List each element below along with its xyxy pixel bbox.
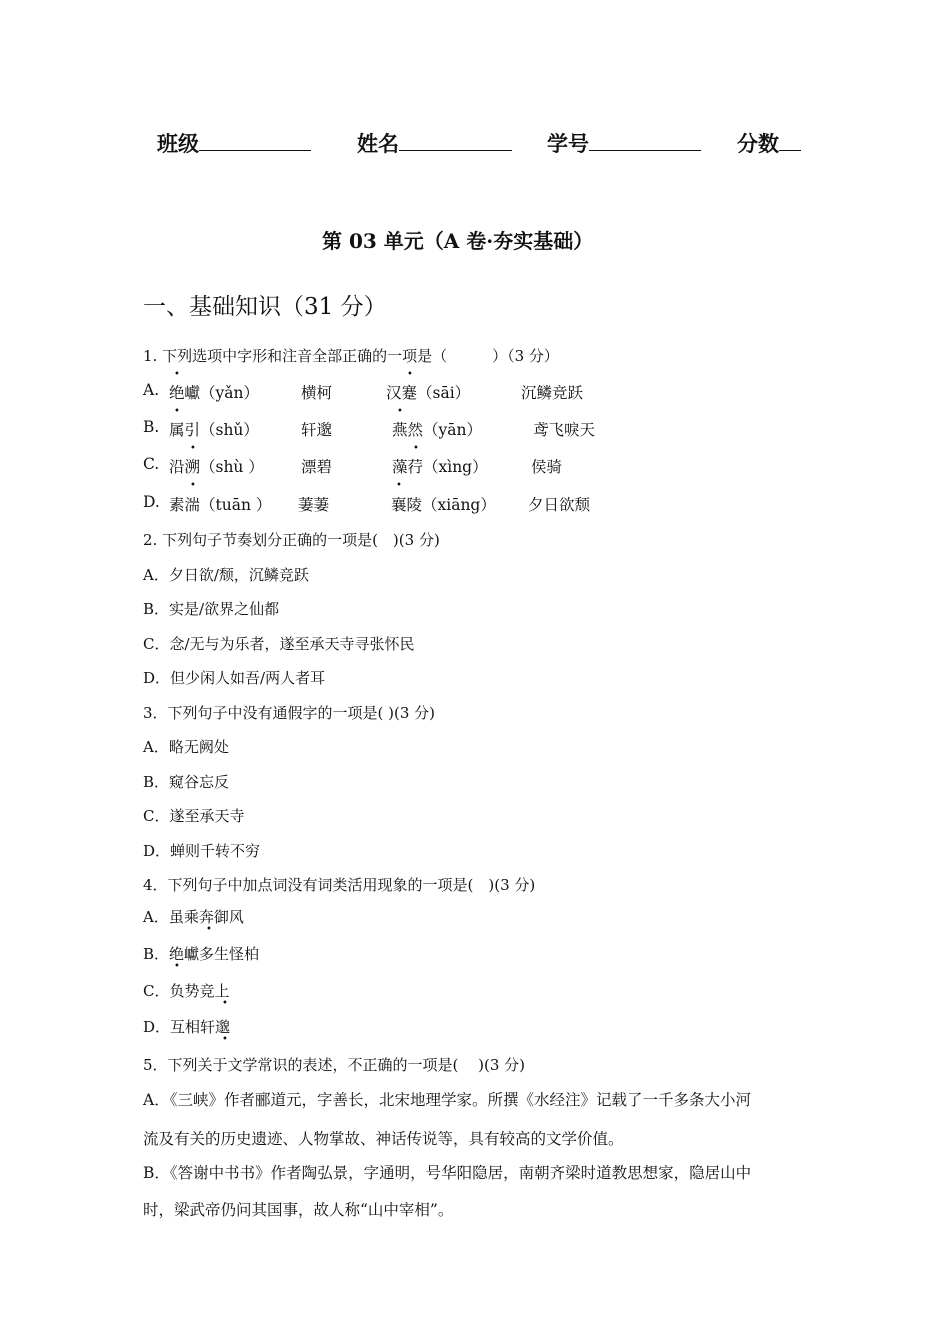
q5-option-b-line1: B．《答谢中书书》作者陶弘景，字通明，号华阳隐居，南朝齐梁时道教思想家，隐居山中	[143, 1164, 752, 1182]
question-4-stem: 4．下列句子中加点词没有词类活用现象的一项是( )(3 分)	[143, 876, 536, 894]
question-5-stem: 5．下列关于文学常识的表述，不正确的一项是( )(3 分)	[143, 1056, 526, 1074]
emphasis-dot: •	[174, 961, 180, 972]
q3-option-a: A．略无阙处	[143, 738, 229, 756]
score-label: 分数	[737, 132, 779, 156]
q3-option-d: D．蝉则千转不穷	[143, 842, 261, 860]
emphasis-dot: •	[174, 406, 180, 417]
q1-option-d-item: 夕日欲颓	[528, 496, 591, 514]
student-id-label: 学号	[547, 132, 589, 156]
q1-option-d-item: 萋萋	[298, 496, 330, 514]
q1-option-a-item: 沉鳞竞跃	[521, 384, 584, 402]
q1-option-c-item: 藻荇（xìng）	[392, 458, 488, 476]
emphasis-dot: •	[222, 1034, 228, 1045]
q3-option-b: B．窥谷忘反	[143, 773, 230, 791]
page-title: 第 03 单元（A 卷·夯实基础）	[322, 229, 594, 253]
class-field[interactable]	[157, 128, 311, 158]
question-1-stem: 1. 下列选项中字形和注音全部正确的一项是（ ）（3 分）	[143, 347, 559, 365]
emphasis-dot: •	[396, 480, 402, 491]
emphasis-dot: •	[397, 406, 403, 417]
emphasis-dot: •	[222, 998, 228, 1009]
q1-option-d-item: 素湍（tuān ）	[169, 496, 272, 514]
q1-option-b-item: 燕然（yān）	[392, 421, 482, 439]
class-label: 班级	[157, 132, 199, 156]
q1-option-c-label: C.	[143, 455, 160, 473]
q5-option-a-line2: 流及有关的历史遗迹、人物掌故、神话传说等，具有较高的文学价值。	[143, 1130, 624, 1148]
q2-option-c: C．念/无与为乐者，遂至承天寺寻张怀民	[143, 635, 415, 653]
emphasis-dot: •	[206, 924, 212, 935]
name-field[interactable]	[357, 128, 512, 158]
emphasis-dot: •	[174, 369, 180, 380]
score-field[interactable]	[737, 128, 801, 158]
q1-option-c-item: 沿溯（shù ）	[169, 458, 264, 476]
q1-option-a-item: 汉蹇（sāi）	[386, 384, 471, 402]
q4-option-a: A．虽乘奔御风	[143, 908, 244, 926]
emphasis-dot: •	[407, 369, 413, 380]
question-2-stem: 2. 下列句子节奏划分正确的一项是( )(3 分)	[143, 531, 440, 549]
q4-option-b: B．绝巘多生怪柏	[143, 945, 260, 963]
student-id-field[interactable]	[547, 128, 701, 158]
q1-option-a-item: 绝巘（yǎn）	[169, 384, 259, 402]
emphasis-dot: •	[190, 443, 196, 454]
q1-option-b-item: 轩邈	[301, 421, 333, 439]
q1-option-a-item: 横柯	[301, 384, 333, 402]
q1-option-d-item: 襄陵（xiāng）	[391, 496, 496, 514]
q1-option-b-item: 鸢飞唳天	[533, 421, 596, 439]
section-heading: 一、基础知识（31 分）	[143, 294, 387, 320]
q2-option-d: D．但少闲人如吾/两人者耳	[143, 669, 326, 687]
q2-option-a: A．夕日欲/颓，沉鳞竞跃	[143, 566, 309, 584]
q1-option-c-item: 侯骑	[531, 458, 563, 476]
question-3-stem: 3．下列句子中没有通假字的一项是( )(3 分)	[143, 704, 436, 722]
q4-option-d: D．互相轩邈	[143, 1018, 231, 1036]
q2-option-b: B．实是/欲界之仙都	[143, 600, 280, 618]
emphasis-dot: •	[190, 480, 196, 491]
q1-option-b-label: B.	[143, 418, 160, 436]
emphasis-dot: •	[413, 443, 419, 454]
q5-option-b-line2: 时，梁武帝仍问其国事，故人称“山中宰相”。	[143, 1201, 454, 1219]
q1-option-b-item: 属引（shǔ）	[169, 421, 259, 439]
q4-option-c: C．负势竞上	[143, 982, 230, 1000]
q3-option-c: C．遂至承天寺	[143, 807, 245, 825]
q1-option-a-label: A.	[143, 381, 160, 399]
name-label: 姓名	[357, 132, 399, 156]
q1-option-d-label: D.	[143, 493, 160, 511]
q5-option-a-line1: A．《三峡》作者郦道元，字善长，北宋地理学家。所撰《水经注》记载了一千多条大小河	[143, 1091, 751, 1109]
q1-option-c-item: 漂碧	[301, 458, 333, 476]
